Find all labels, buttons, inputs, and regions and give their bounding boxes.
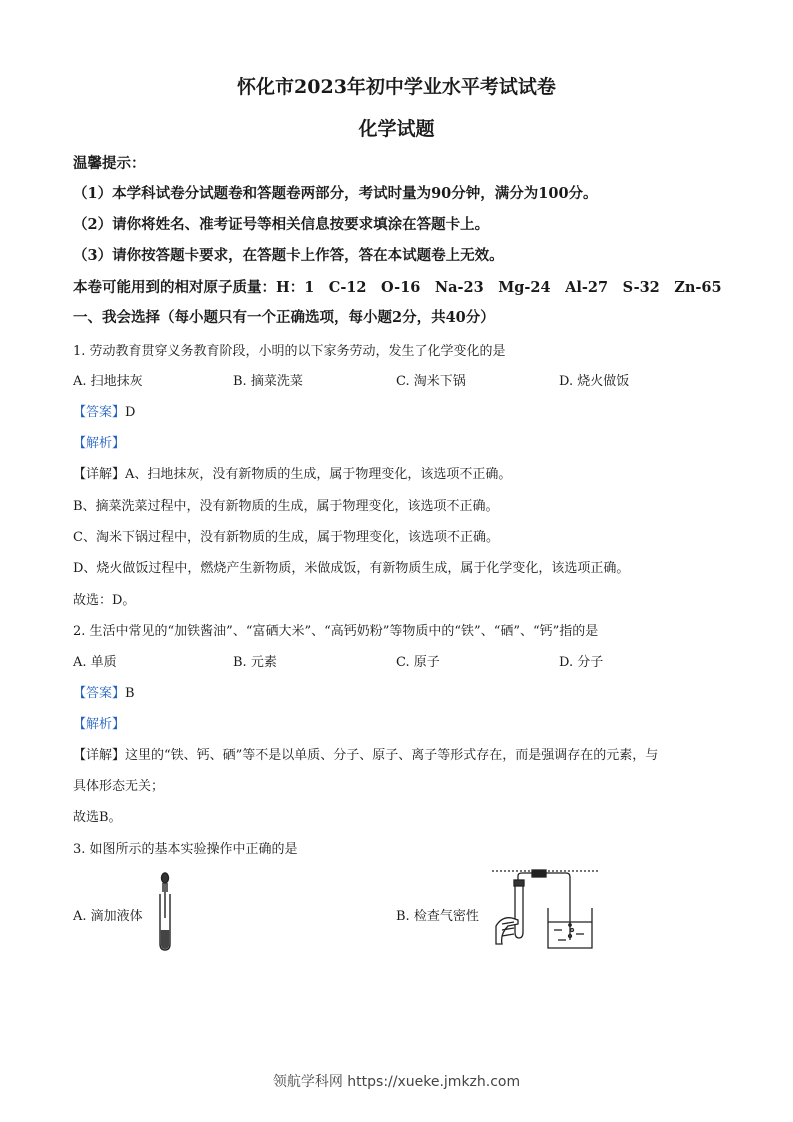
tip-item-2: （2）请你将姓名、准考证号等相关信息按要求填涂在答题卡上。 — [73, 216, 490, 233]
q1-detail-line: B、摘菜洗菜过程中，没有新物质的生成，属于物理变化，该选项不正确。 — [73, 499, 499, 514]
q3-option-a: A. 滴加液体 — [73, 909, 143, 924]
q2-conclusion: 故选B。 — [73, 810, 122, 825]
q1-detail-line: C、淘米下锅过程中，没有新物质的生成，属于物理变化，该选项不正确。 — [73, 530, 499, 545]
q2-detail-tag: 【详解】 — [73, 748, 126, 763]
q1-answer: D — [125, 405, 136, 420]
q1-option-d: D. 烧火做饭 — [559, 374, 630, 389]
tip-item-1: （1）本学科试卷分试题卷和答题卷两部分，考试时量为90分钟，满分为100分。 — [73, 185, 598, 202]
q1-option-b: B. 摘菜洗菜 — [233, 374, 303, 389]
q2-analysis-tag: 【解析】 — [73, 717, 126, 732]
q1-answer-row — [73, 401, 135, 420]
tips-heading: 温馨提示： — [73, 155, 146, 172]
q2-answer-tag: 【答案】 — [73, 686, 126, 701]
page-title: 怀化市2023年初中学业水平考试试卷 — [237, 76, 556, 98]
q2-answer-row — [73, 682, 135, 701]
q1-detail-line: A、扫地抹灰，没有新物质的生成，属于物理变化，该选项不正确。 — [125, 467, 512, 482]
q1-answer-tag: 【答案】 — [73, 405, 126, 420]
q1-option-c: C. 淘米下锅 — [396, 374, 466, 389]
q2-answer: B — [125, 686, 135, 701]
airtightness-check-figure — [488, 868, 608, 954]
page-subtitle: 化学试题 — [358, 118, 435, 140]
q2-option-d: D. 分子 — [559, 655, 604, 670]
q1-detail-line: D、烧火做饭过程中，燃烧产生新物质，米做成饭，有新物质生成，属于化学变化，该选项正确。 — [73, 561, 630, 576]
atomic-masses: 本卷可能用到的相对原子质量：H：1 C-12 O-16 Na-23 Mg-24 Al-27 S-32 Zn-65 — [73, 279, 722, 296]
q2-option-a: A. 单质 — [73, 655, 117, 670]
q2-stem: 2. 生活中常见的“加铁酱油”、“富硒大米”、“高钙奶粉”等物质中的“铁”、“硒”、“钙”指的是 — [73, 624, 599, 639]
q1-conclusion: 故选：D。 — [73, 593, 136, 608]
dropper-test-tube-figure — [150, 872, 180, 952]
q1-stem: 1. 劳动教育贯穿义务教育阶段，小明的以下家务劳动，发生了化学变化的是 — [73, 344, 506, 359]
q3-option-b: B. 检查气密性 — [396, 909, 479, 924]
q3-stem: 3. 如图所示的基本实验操作中正确的是 — [73, 842, 298, 857]
q2-detail-line: 具体形态无关； — [73, 779, 165, 794]
q1-detail-row — [73, 463, 511, 482]
q1-analysis-tag: 【解析】 — [73, 436, 126, 451]
q1-option-a: A. 扫地抹灰 — [73, 374, 143, 389]
section-heading: 一、我会选择（每小题只有一个正确选项，每小题2分，共40分） — [73, 309, 495, 326]
tip-item-3: （3）请你按答题卡要求，在答题卡上作答，答在本试题卷上无效。 — [73, 247, 504, 264]
q2-detail-line: 这里的“铁、钙、硒”等不是以单质、分子、原子、离子等形式存在，而是强调存在的元素，与 — [125, 748, 659, 763]
q2-option-c: C. 原子 — [396, 655, 440, 670]
q1-detail-tag: 【详解】 — [73, 467, 126, 482]
q2-detail-row — [73, 744, 658, 763]
q2-option-b: B. 元素 — [233, 655, 277, 670]
footer-watermark: 领航学科网 https://xueke.jmkzh.com — [272, 1074, 521, 1090]
